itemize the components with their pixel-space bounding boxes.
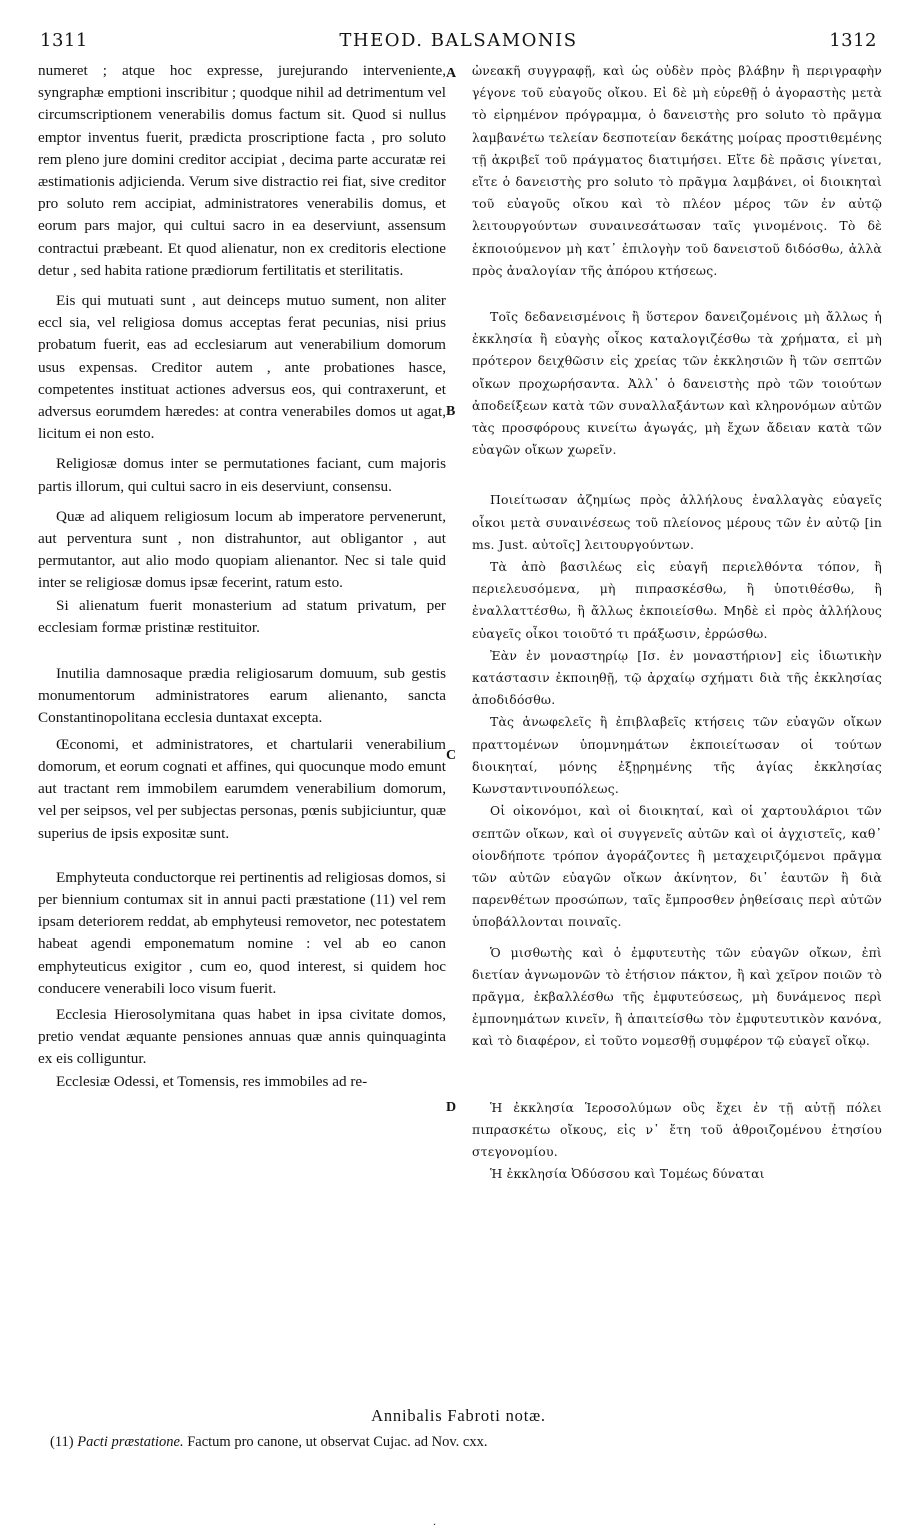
running-title: THEOD. BALSAMONIS: [339, 30, 578, 51]
page-dot: .: [433, 1514, 436, 1528]
section-marker-b: B: [446, 404, 456, 419]
greek-paragraph: Ἐὰν ἐν μοναστηρίῳ [Ισ. ἐν μοναστήριον] εἰς ἰδιωτικὴν κατάστασιν ἐκποιηθῇ, τῷ ἀρχαίῳ σχήματι διὰ τῆς ἐκκλησίας ἀποδιδόσθω.: [472, 647, 882, 708]
greek-paragraph: ὠνεακῆ συγγραφῇ, καὶ ὡς οὐδὲν πρὸς βλάβην ἢ περιγραφὴν γέγονε τοῦ εὐαγοῦς οἴκου. Εἰ δὲ μὴ εὑρεθῇ ὁ ἀγοραστὴς μετὰ τὸ εἰρημένον πρόγραμμα, ὁ δανειστὴς pro soluto τὸ πρᾶγμα λαμβανέτω τελείαν δεσποτείαν δεκάτης μοίρας προστιθεμένης τῇ ἀκριβεῖ τοῦ πράγματος διατιμήσει. Εἴτε δὲ πρᾶσις γίνεται, εἴτε ὁ δανειστὴς pro soluto τὸ πρᾶγμα λαμβάνει, οἱ διοικηταὶ τοῦ εὐαγοῦς οἴκου καὶ τὸ πλέον μέρος τῶν ἐν αὐτῷ λειτουργούντων συναινεσάτωσαν ταῖς γινομένοις. Τὸ δὲ ἐκποιούμενον μὴ κατ᾽ ἐπιλογὴν τοῦ δανειστοῦ διδόσθω, ἀλλὰ πρὸς ἀναλογίαν τῆς ἀπόρου κτήσεως.: [472, 63, 882, 278]
footnote-lemma: Pacti præstatione.: [77, 1434, 184, 1450]
greek-paragraph: Τὰς ἀνωφελεῖς ἢ ἐπιβλαβεῖς κτήσεις τῶν εὐαγῶν οἴκων πραττομένων ὑπομνημάτων ἐκποιείτωσαν οἱ τούτων διοικηταί, μόνης ἐξῃρημένης τῆς ἁγίας ἐκκλησίας Κωνσταντινουπόλεως.: [472, 714, 882, 797]
greek-paragraph: Ἡ ἐκκλησία Ὀδύσσου καὶ Τομέως δύναται: [490, 1166, 765, 1182]
latin-paragraph: numeret ; atque hoc expresse, jurejurando interveniente, syngraphæ emptioni inscribitur ; quodque nihil ad detrimentum vel circumscriptionem venerabilis domus factum sit. Quod si nullus emptor inventus fuerit, prædicta proscriptione facta , pro soluto rem pleno jure domini creditor accipiat , decima parte accuratæ rei æstimationis adjicienda. Verum sive distractio rei fiat, sive creditor pro soluto rem accipiat, administratores venerabilis domus, et eorum pars major, qui cultui sacro in ea deserviunt, assensum contractui præbeant. Et quod alienatur, non ex creditoris electione detur , sed habita ratione prædiorum fertilitatis et sterilitatis.: [38, 62, 446, 279]
latin-paragraph: Eis qui mutuati sunt , aut deinceps mutuo sument, non aliter eccl sia, vel religiosa domus acceptas ferat pecunias, nisi prius probatum fuerit, eas ad ecclesiarum aut venerabilium domorum usus expensas. Creditor autem , ante probationes hasce, competentes instituat actiones adversus eos, qui contraxerunt, et adversus eorumdem hæredes: at contra venerabiles domos ut agat, licitum ei non esto.: [38, 292, 446, 443]
latin-paragraph: Quæ ad aliquem religiosum locum ab imperatore pervenerunt, aut perventura sunt , non distrahuntor, aut obligantor , aut permutantor, aut alio modo quopiam alienantor. Nec si tale quid inter se religiosæ domus ipsæ fecerint, ratum esto.: [38, 507, 446, 592]
section-marker-a: A: [446, 66, 457, 81]
section-marker-d: D: [446, 1100, 457, 1115]
page-number-right: 1312: [829, 30, 877, 51]
notes-heading: Annibalis Fabroti notæ.: [371, 1406, 546, 1425]
greek-paragraph: Τὰ ἀπὸ βασιλέως εἰς εὐαγῆ περιελθόντα τόπον, ἢ περιελευσόμενα, μὴ πιπρασκέσθω, ἢ ὑποτιθέσθω, ἢ ἐναλλαττέσθω, ἢ ἄλλως ἐκποιείσθω. Μηδὲ εἰ πρὸς ἀλλήλους εὐαγεῖς οἶκοι τοιοῦτό τι πράξωσιν, ἐρρώσθω.: [472, 559, 882, 641]
latin-paragraph: Emphyteuta conductorque rei pertinentis ad religiosas domos, si per biennium contumax sit in annui pacti præstatione (11) vel rem ipsam deteriorem reddat, ab emphyteusi removetor, nec potestatem habeat agendi emponematum nomine : vel ab eo canon emphyteuticus exigitor , cum eo, quod interest, si quidem hoc conducere venerabili loco visum fuerit.: [38, 868, 446, 997]
footnote-number: (11): [50, 1434, 74, 1450]
latin-paragraph: Religiosæ domus inter se permutationes faciant, cum majoris partis illorum, qui cultui sacro in eis deserviunt, consensu.: [38, 455, 446, 495]
latin-paragraph: Œconomi, et administratores, et chartularii venerabilium domorum, et eorum cognati et affines, qui quocunque modo emunt aut tractant rem immobilem earumdem venerabilium domorum, vel per seipsos, vel per subjectas personas, pœnis subjiciuntur, quæ superius de ipsis expositæ sunt.: [38, 735, 446, 842]
greek-paragraph: Οἱ οἰκονόμοι, καὶ οἱ διοικηταί, καὶ οἱ χαρτουλάριοι τῶν σεπτῶν οἴκων, καὶ οἱ συγγενεῖς αὐτῶν καὶ οἱ ἀγχιστεῖς, καθ᾽ οἱονδήποτε τρόπον ἀγοράζοντες ἢ μεταχειριζόμενοι πρᾶγμα τῶν αὐτῶν εὐαγῶν οἴκων ἀκίνητον, δι᾽ ἑαυτῶν ἢ διὰ παρενθέτων προσώπων, ταῖς ἔμπροσθεν ῥηθείσαις περὶ αὐτῶν ὑποβάλλονται ποιναῖς.: [472, 803, 882, 930]
section-marker-c: C: [446, 748, 457, 763]
latin-column: [38, 60, 446, 1093]
greek-paragraph: Ποιείτωσαν ἀζημίως πρὸς ἀλλήλους ἐναλλαγὰς εὐαγεῖς οἶκοι μετὰ συναινέσεως τοῦ πλείονος μέρους τῶν ἐν αὐτῷ [in ms. Just. αὐτοῖς] λειτουργούντων.: [472, 492, 882, 552]
greek-paragraph: Ἡ ἐκκλησία Ἱεροσολύμων οὓς ἔχει ἐν τῇ αὐτῇ πόλει πιπρασκέτω οἴκους, εἰς ν᾽ ἔτη τοῦ ἀθροιζομένου ἐτησίου στεγονομίου.: [472, 1099, 882, 1159]
greek-column: [472, 60, 882, 1185]
latin-paragraph: Si alienatum fuerit monasterium ad statum privatum, per ecclesiam formæ pristinæ restituitor.: [38, 596, 446, 636]
page-number-left: 1311: [40, 30, 88, 51]
greek-paragraph: Τοῖς δεδανεισμένοις ἢ ὕστερον δανειζομένοις μὴ ἄλλως ἡ ἐκκλησία ἢ εὐαγὴς οἶκος καταλογιζέσθω τὰ χρήματα, εἰ μὴ πρότερον δειχθῶσιν εἰς χρείας τῶν ἐκκλησιῶν ἢ τῶν σεπτῶν οἴκων προχωρήσαντα. Ἀλλ᾽ ὁ δανειστὴς πρὸ τῶν τοιούτων ἀποδείξεων κατὰ τῶν συναλλαξάντων καὶ κληρονόμων αὐτῶν τὰς προσφόρους κινείτω ἀγωγάς, μὴ ἔχων ἄδειαν κατὰ τῶν εὐαγῶν οἴκων χωρεῖν.: [472, 309, 882, 458]
latin-paragraph: Ecclesia Hierosolymitana quas habet in ipsa civitate domos, pretio vendat æquante pensiones annuas quæ annis quinquaginta ex eis colliguntur.: [38, 1005, 446, 1068]
footnote: [50, 1434, 890, 1451]
latin-paragraph: Ecclesiæ Odessi, et Tomensis, res immobiles ad re-: [56, 1072, 368, 1090]
latin-paragraph: Inutilia damnosaque prædia religiosarum domuum, sub gestis monumentorum administratores earum alienanto, sancta Constantinopolitana ecclesia duntaxat excepta.: [38, 665, 446, 727]
footnote-text: Factum pro canone, ut observat Cujac. ad Nov. cxx.: [187, 1434, 488, 1450]
greek-paragraph: Ὁ μισθωτὴς καὶ ὁ ἐμφυτευτὴς τῶν εὐαγῶν οἴκων, ἐπὶ διετίαν ἀγνωμονῶν τὸ ἐτήσιον πάκτον, ἢ καὶ χεῖρον ποιῶν τὸ πρᾶγμα, ἐκβαλλέσθω τῆς ἐμφυτεύσεως, μὴ δυνάμενος περὶ ἐμπονημάτων κινεῖν, ἢ ἀπαιτείσθω τὸν ἐμφυτευτικὸν κανόνα, καὶ τὸ διαφέρον, εἰ τοῦτο νομεσθῇ συμφέρον τῷ εὐαγεῖ οἴκῳ.: [472, 944, 882, 1049]
